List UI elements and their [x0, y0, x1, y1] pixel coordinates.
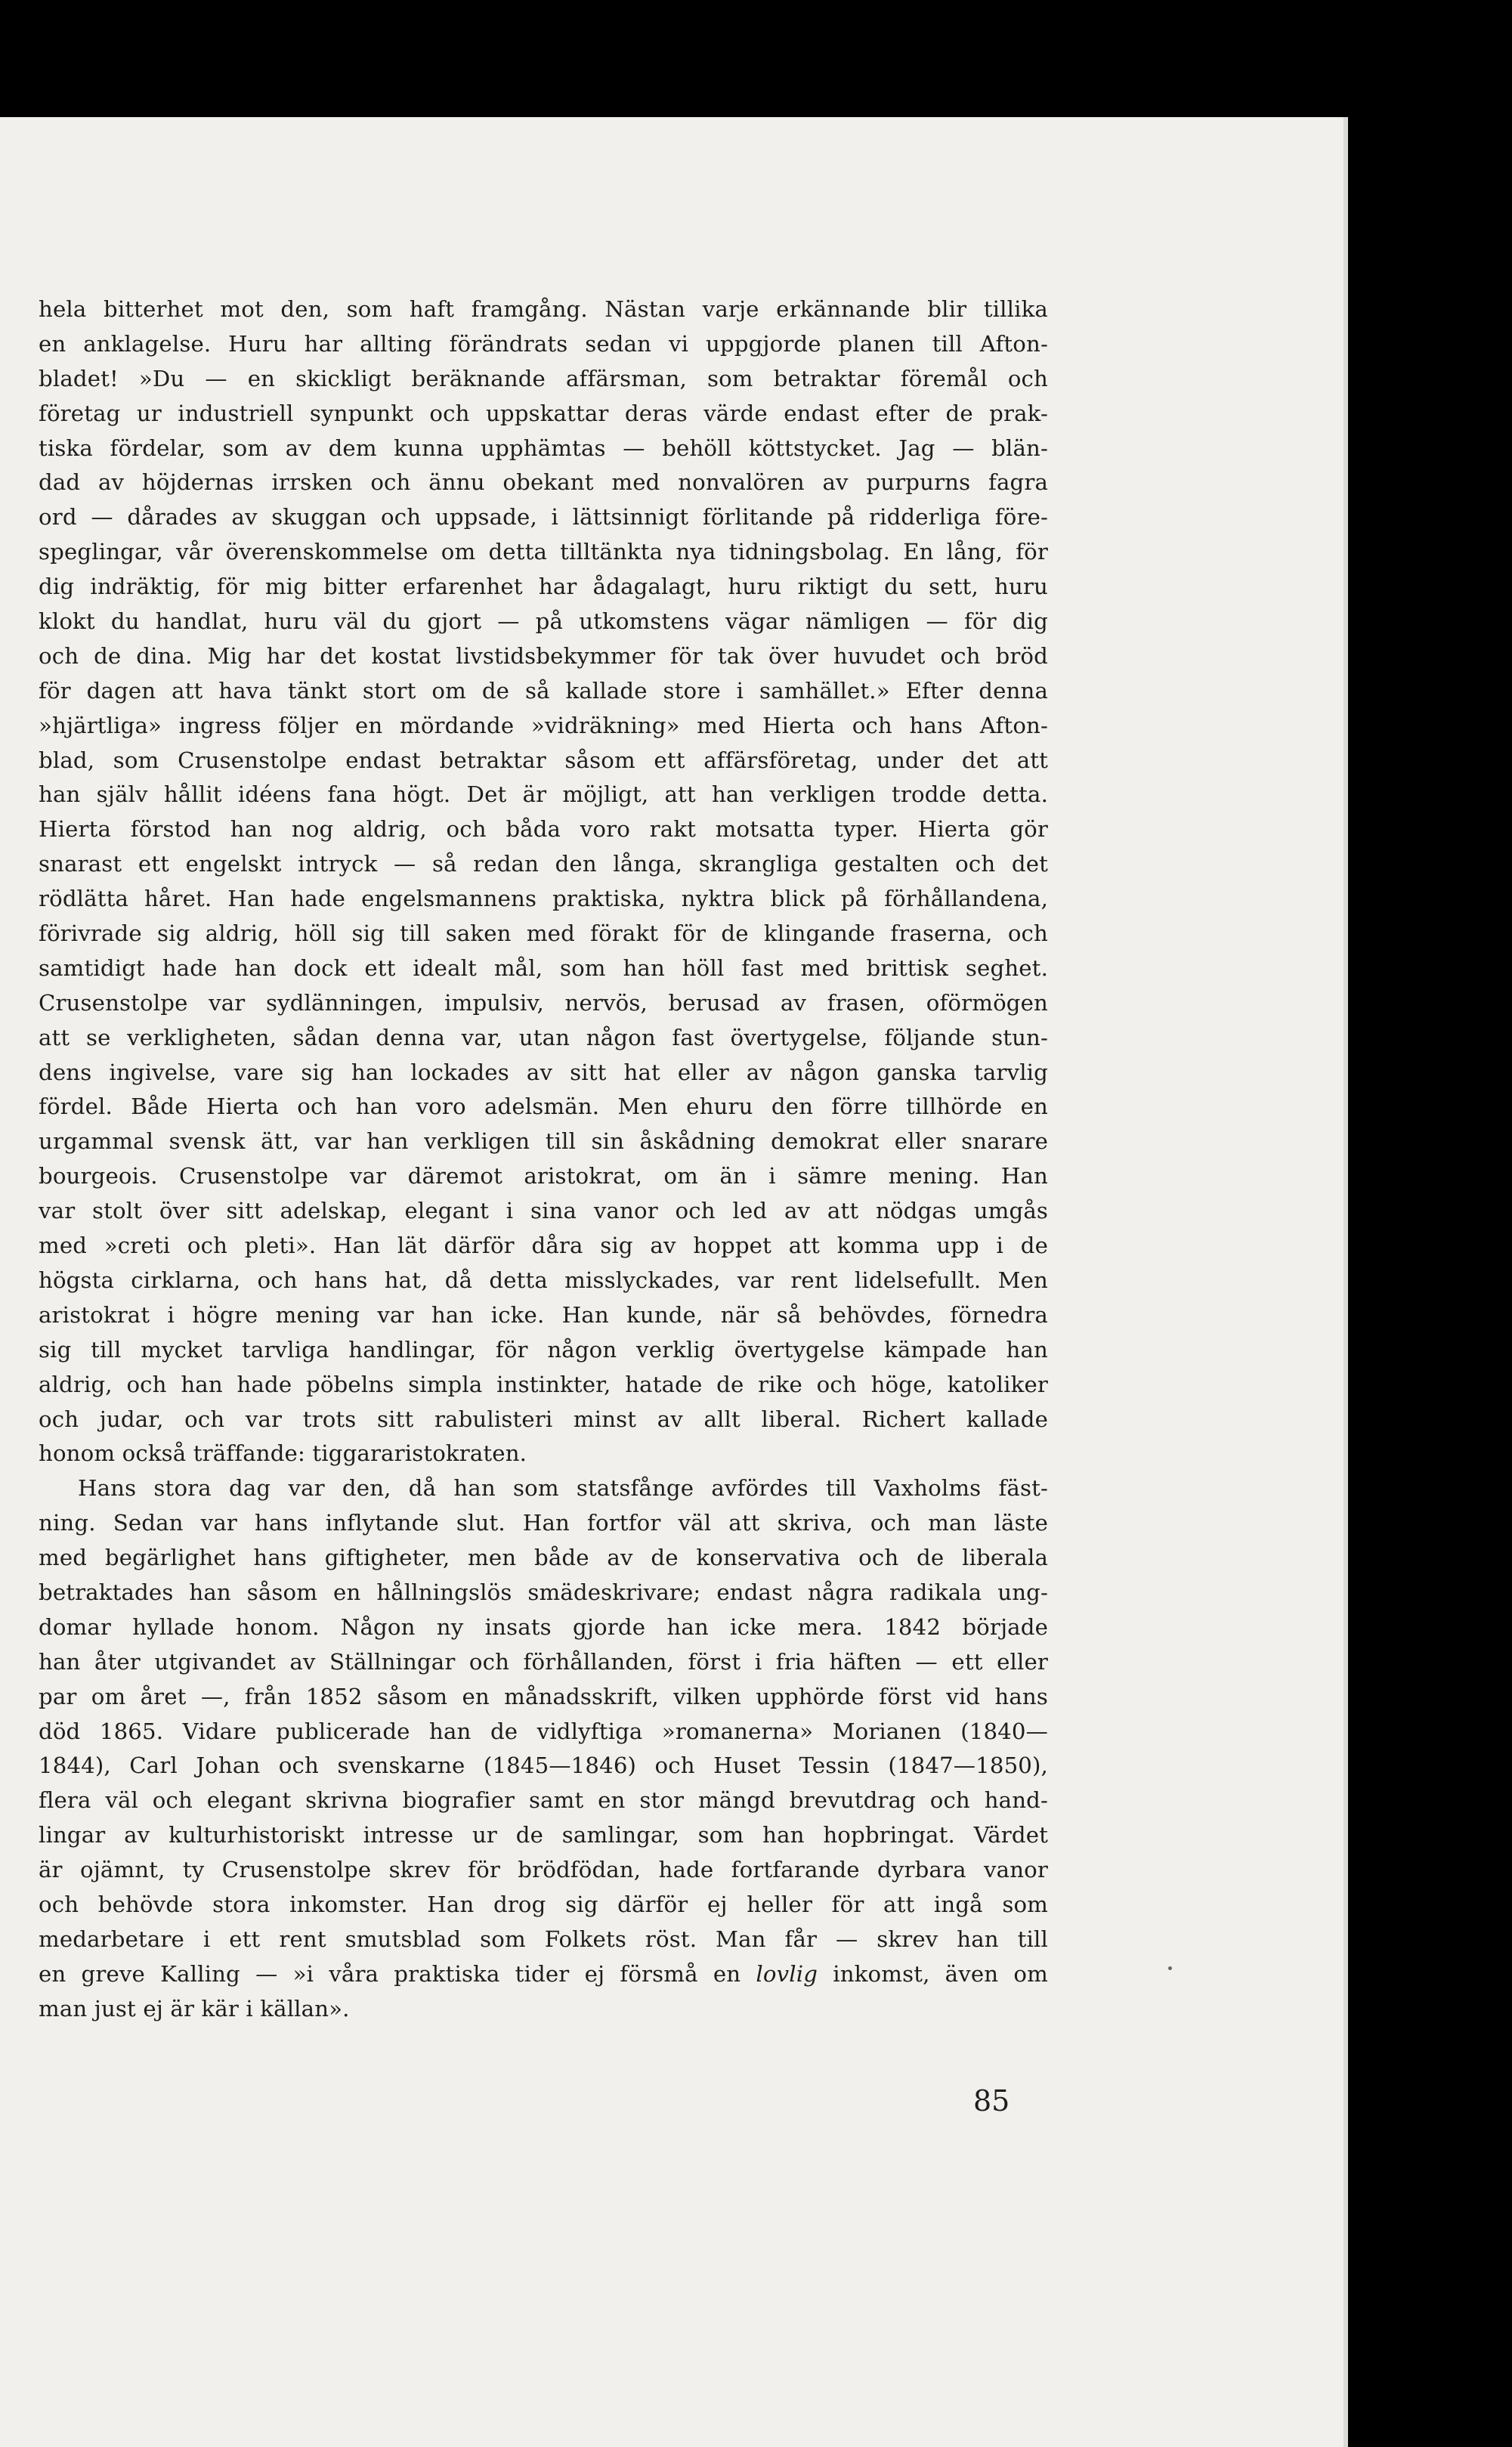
text-line: förivrade sig aldrig, höll sig till saken med förakt för de klingande fraserna, och [39, 920, 1048, 947]
text-line: honom också träffande: tiggararistokraten. [39, 1440, 527, 1467]
text-line: och behövde stora inkomster. Han drog sig därför ej heller för att ingå som [39, 1891, 1048, 1917]
text-line: var stolt över sitt adelskap, elegant i sina vanor och led av att nödgas umgås [39, 1198, 1048, 1224]
text-line: fördel. Både Hierta och han voro adelsmän. Men ehuru den förre tillhörde en [39, 1094, 1048, 1120]
text-segment: inkomst, även om [833, 1960, 1048, 1987]
text-line: ord — dårades av skuggan och uppsade, i lättsinnigt förlitande på ridderliga före- [39, 504, 1048, 531]
page-edge [1343, 117, 1348, 2447]
text-line: hela bitterhet mot den, som haft framgång. Nästan varje erkännande blir tillika [39, 296, 1048, 322]
text-line: rödlätta håret. Han hade engelsmannens praktiska, nyktra blick på förhållandena, [39, 886, 1048, 912]
text-line: ning. Sedan var hans inflytande slut. Han fortfor väl att skriva, och man läste [39, 1510, 1048, 1536]
text-line: dens ingivelse, vare sig han lockades av sitt hat eller av någon ganska tarvlig [39, 1059, 1048, 1085]
text-line: urgammal svensk ätt, var han verkligen till sin åskådning demokrat eller snarare [39, 1128, 1048, 1155]
text-line: blad, som Crusenstolpe endast betraktar såsom ett affärsföretag, under det att [39, 747, 1048, 773]
text-line: lingar av kulturhistoriskt intresse ur de samlingar, som han hopbringat. Värdet [39, 1822, 1048, 1848]
text-line: dig indräktig, för mig bitter erfarenhet har ådagalagt, huru riktigt du sett, huru [39, 574, 1048, 600]
text-line: en anklagelse. Huru har allting förändrats sedan vi uppgjorde planen till Afton- [39, 330, 1048, 357]
text-line: Hans stora dag var den, då han som statsfånge avfördes till Vaxholms fäst- [78, 1475, 1048, 1502]
text-line: för dagen att hava tänkt stort om de så kallade store i samhället.» Efter denna [39, 677, 1048, 704]
text-line: bladet! »Du — en skickligt beräknande affärsman, som betraktar föremål och [39, 365, 1048, 391]
text-line: aristokrat i högre mening var han icke. Han kunde, när så behövdes, förnedra [39, 1301, 1048, 1328]
text-line: död 1865. Vidare publicerade han de vidlyftiga »romanerna» Morianen (1840— [39, 1718, 1048, 1744]
text-line: 1844), Carl Johan och svenskarne (1845—1846) och Huset Tessin (1847—1850), [39, 1752, 1048, 1779]
text-line: sig till mycket tarvliga handlingar, för någon verklig övertygelse kämpade han [39, 1336, 1048, 1363]
text-line: flera väl och elegant skrivna biografier samt en stor mängd brevutdrag och hand- [39, 1787, 1048, 1814]
text-line: är ojämnt, ty Crusenstolpe skrev för brödfödan, hade fortfarande dyrbara vanor [39, 1857, 1048, 1883]
text-line: högsta cirklarna, och hans hat, då detta misslyckades, var rent lidelsefullt. Men [39, 1267, 1048, 1293]
page-number: 85 [973, 2084, 1010, 2118]
text-line: Crusenstolpe var sydlänningen, impulsiv, nervös, berusad av frasen, oförmögen [39, 989, 1048, 1016]
text-line: med »creti och pleti». Han lät därför dåra sig av hoppet att komma upp i de [39, 1233, 1048, 1259]
text-line: man just ej är kär i källan». [39, 1995, 350, 2022]
text-line: aldrig, och han hade pöbelns simpla instinkter, hatade de rike och höge, katoliker [39, 1371, 1048, 1397]
text-line: att se verkligheten, sådan denna var, utan någon fast övertygelse, följande stun- [39, 1024, 1048, 1050]
text-line: medarbetare i ett rent smutsblad som Folkets röst. Man får — skrev han till [39, 1926, 1048, 1952]
text-line: klokt du handlat, huru väl du gjort — på utkomstens vägar nämligen — för dig [39, 608, 1048, 635]
text-line: betraktades han såsom en hållningslös smädeskrivare; endast några radikala ung- [39, 1579, 1048, 1605]
paper-speck [1168, 1966, 1172, 1970]
text-line [39, 1957, 1048, 1992]
text-line: med begärlighet hans giftigheter, men både av de konservativa och de liberala [39, 1545, 1048, 1571]
text-line: par om året —, från 1852 såsom en månadsskrift, vilken upphörde först vid hans [39, 1683, 1048, 1709]
text-line: företag ur industriell synpunkt och uppskattar deras värde endast efter de prak- [39, 400, 1048, 426]
text-line: han själv hållit idéens fana högt. Det är möjligt, att han verkligen trodde detta. [39, 781, 1048, 808]
body-text [39, 292, 1048, 2027]
text-line: och de dina. Mig har det kostat livstidsbekymmer för tak över huvudet och bröd [39, 642, 1048, 669]
text-line: speglingar, vår överenskommelse om detta tilltänkta nya tidningsbolag. En lång, för [39, 539, 1048, 565]
text-line: samtidigt hade han dock ett idealt mål, som han höll fast med brittisk seghet. [39, 954, 1048, 981]
text-line: tiska fördelar, som av dem kunna upphämtas — behöll köttstycket. Jag — blän- [39, 435, 1048, 461]
text-line: »hjärtliga» ingress följer en mördande »vidräkning» med Hierta och hans Afton- [39, 712, 1048, 738]
text-line: dad av höjdernas irrsken och ännu obekant med nonvalören av purpurns fagra [39, 469, 1048, 496]
text-segment: en greve Kalling — »i våra praktiska tider ej försmå en [39, 1960, 741, 1987]
text-line: han åter utgivandet av Ställningar och förhållanden, först i fria häften — ett eller [39, 1648, 1048, 1675]
text-line: Hierta förstod han nog aldrig, och båda voro rakt motsatta typer. Hierta gör [39, 816, 1048, 843]
text-line: snarast ett engelskt intryck — så redan den långa, skrangliga gestalten och det [39, 851, 1048, 877]
italic-word: lovlig [756, 1960, 818, 1987]
text-line: och judar, och var trots sitt rabulisteri minst av allt liberal. Richert kallade [39, 1406, 1048, 1432]
text-line: bourgeois. Crusenstolpe var däremot aristokrat, om än i sämre mening. Han [39, 1163, 1048, 1189]
book-page [0, 117, 1348, 2447]
text-line: domar hyllade honom. Någon ny insats gjorde han icke mera. 1842 började [39, 1613, 1048, 1640]
